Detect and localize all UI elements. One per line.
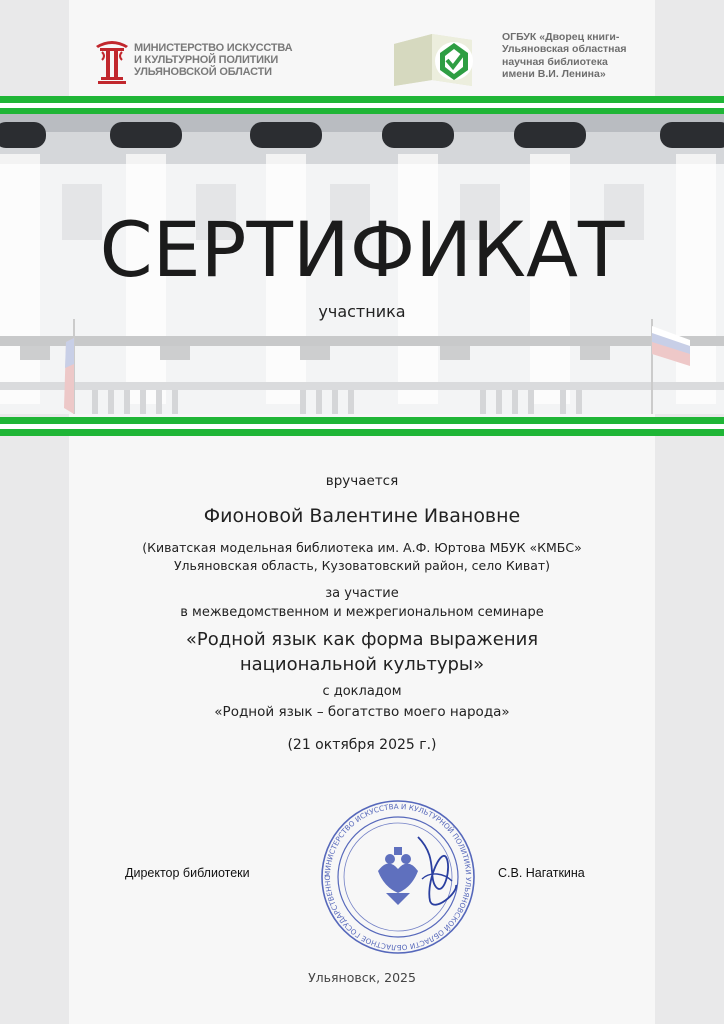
- green-stripe: [0, 429, 724, 436]
- report-intro: с докладом: [322, 684, 402, 699]
- seminar-description: в межведомственном и межрегиональном семинаре: [180, 605, 544, 620]
- ministry-line: И КУЛЬТУРНОЙ ПОЛИТИКИ: [134, 54, 279, 66]
- ministry-name: [134, 42, 292, 78]
- green-stripe: [0, 96, 724, 103]
- awarded-text: вручается: [325, 473, 399, 489]
- library-logo: [392, 30, 498, 88]
- ministry-line: МИНИСТЕРСТВО ИСКУССТВА: [134, 42, 293, 54]
- report-title: «Родной язык – богатство моего народа»: [214, 704, 510, 720]
- city-year: Ульяновск, 2025: [308, 970, 416, 985]
- certificate-subtitle: участника: [318, 302, 406, 321]
- book-icon: [392, 30, 498, 88]
- recipient-location: Ульяновская область, Кузоватовский район, село Киват): [173, 558, 551, 573]
- event-date: (21 октября 2025 г.): [287, 737, 437, 753]
- official-stamp: [318, 797, 478, 957]
- recipient-organization: (Киватская модельная библиотека им. А.Ф. Юртова МБУК «КМБС»: [142, 540, 582, 555]
- signatory-role: Директор библиотеки: [125, 866, 250, 880]
- participation-text: за участие: [325, 586, 399, 601]
- seminar-title: «Родной язык как форма выражения: [185, 629, 539, 650]
- stamp-seal-icon: [318, 797, 478, 957]
- ministry-line: УЛЬЯНОВСКОЙ ОБЛАСТИ: [134, 66, 272, 78]
- ministry-emblem-icon: [92, 36, 132, 86]
- library-name: [502, 31, 627, 81]
- library-line: Ульяновская областная: [502, 43, 627, 56]
- library-line: научная библиотека: [502, 55, 608, 68]
- signatory-name: С.В. Нагаткина: [498, 866, 585, 880]
- recipient-name: Фионовой Валентине Ивановне: [203, 505, 521, 527]
- green-stripe: [0, 417, 724, 424]
- seminar-title: национальной культуры»: [239, 654, 485, 675]
- stamp-ring-text: МИНИСТЕРСТВО ИСКУССТВА И КУЛЬТУРНОЙ ПОЛИТИКИ УЛЬЯНОВСКОЙ ОБЛАСТИ ОБЛАСТНОЕ ГОСУДАРСТВЕННО: [322, 801, 474, 953]
- library-line: ОГБУК «Дворец книги-: [502, 31, 620, 43]
- certificate-title: СЕРТИФИКАТ: [99, 205, 625, 294]
- library-line: имени В.И. Ленина»: [502, 68, 606, 81]
